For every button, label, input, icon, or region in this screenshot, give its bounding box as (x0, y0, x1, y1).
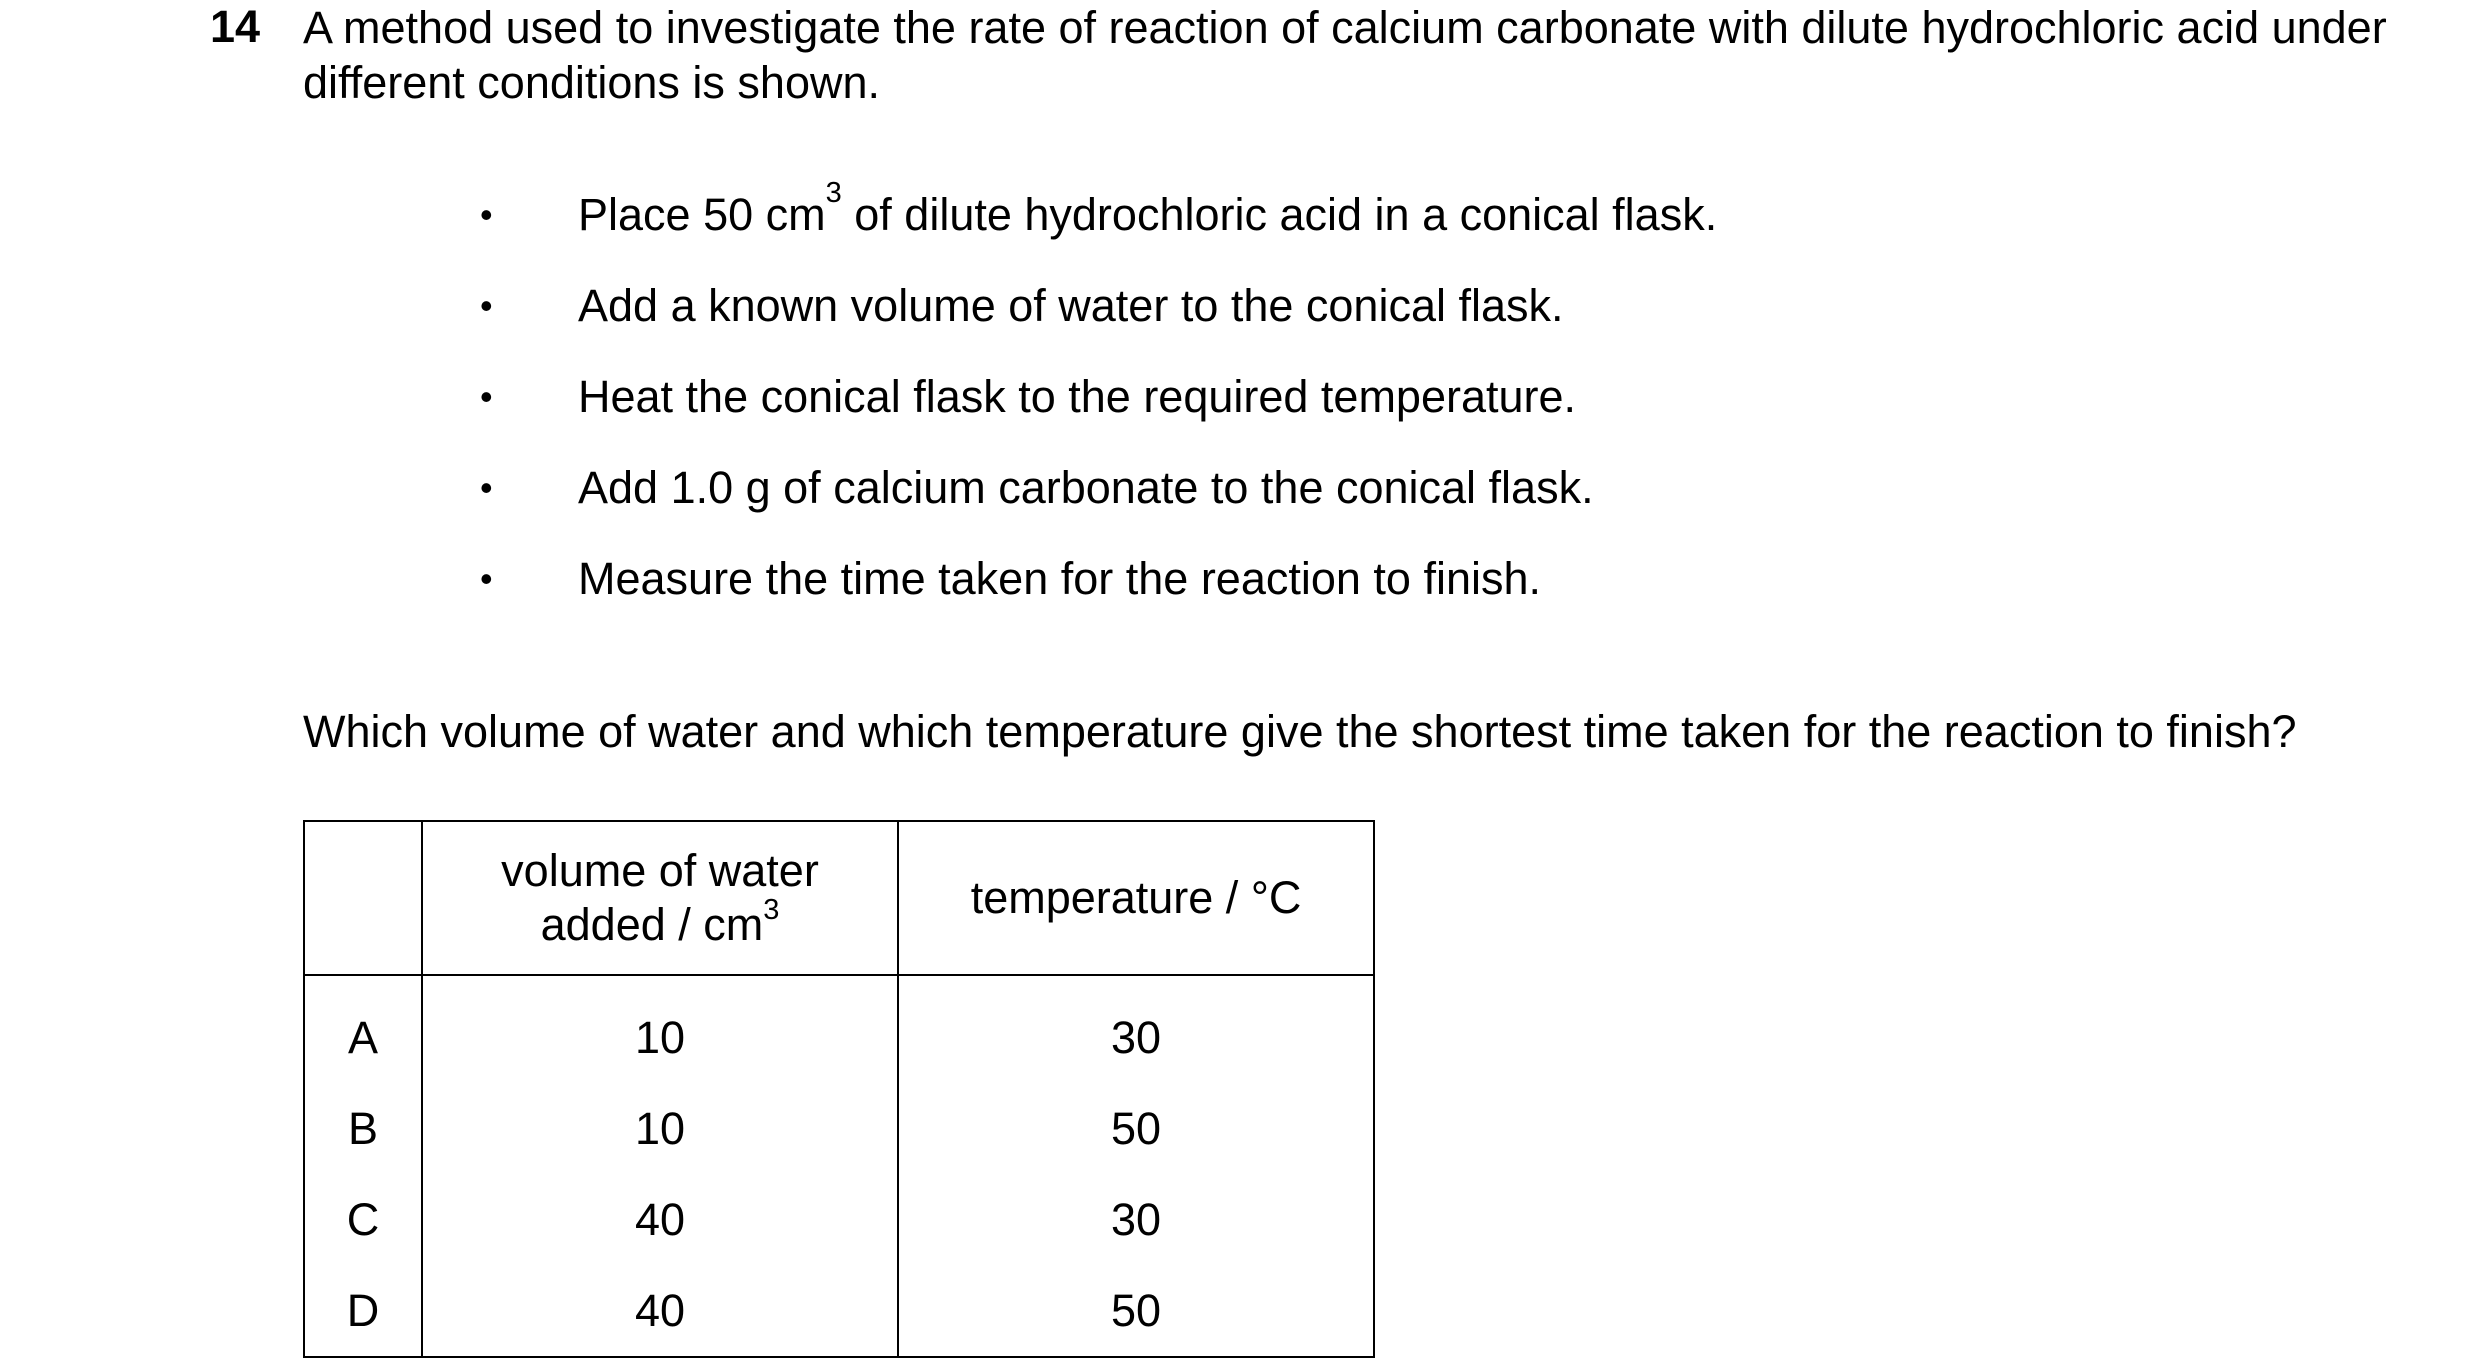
volume-cell: 10 (422, 975, 898, 1083)
table-row (304, 1083, 1374, 1174)
bullet-icon: • (480, 558, 493, 599)
method-step (0, 458, 2000, 518)
option-letter: B (304, 1083, 422, 1174)
option-letter: A (304, 975, 422, 1083)
table-row (304, 975, 1374, 1083)
method-step (0, 367, 2000, 427)
option-letter: D (304, 1265, 422, 1357)
header-temperature: temperature / °C (898, 821, 1374, 975)
header-volume: volume of water added / $cm^3$ (422, 821, 898, 975)
method-step-text: Add a known volume of water to the conical flask. (578, 280, 1564, 331)
volume-cell: 40 (422, 1174, 898, 1265)
method-step-text: Place 50 $cm^3$ of dilute hydrochloric acid in a conical flask. (578, 177, 1718, 240)
table-row (304, 1265, 1374, 1357)
temperature-cell: 50 (898, 1083, 1374, 1174)
bullet-icon: • (480, 194, 493, 235)
option-letter: C (304, 1174, 422, 1265)
volume-cell: 10 (422, 1083, 898, 1174)
table-header-row (304, 821, 1374, 975)
bullet-icon: • (480, 285, 493, 326)
header-blank-cell (304, 821, 422, 975)
method-step (0, 177, 2000, 245)
table-row (304, 1174, 1374, 1265)
volume-cell: 40 (422, 1265, 898, 1357)
question-intro: A method used to investigate the rate of reaction of calcium carbonate with dilute hydrochloric acid under different conditions is shown. (303, 2, 2387, 108)
answer-options-table (303, 820, 1375, 1358)
method-step (0, 276, 2000, 336)
method-step-text: Add 1.0 g of calcium carbonate to the conical flask. (578, 462, 1594, 513)
temperature-cell: 30 (898, 1174, 1374, 1265)
bullet-icon: • (480, 467, 493, 508)
method-step-text: Measure the time taken for the reaction to finish. (578, 553, 1541, 604)
question-prompt: Which volume of water and which temperature give the shortest time taken for the reaction to finish? (303, 706, 2297, 757)
method-step-text: Heat the conical flask to the required temperature. (578, 371, 1577, 422)
method-step (0, 549, 2000, 609)
temperature-cell: 30 (898, 975, 1374, 1083)
temperature-cell: 50 (898, 1265, 1374, 1357)
bullet-icon: • (480, 376, 493, 417)
question-number: 14 (210, 1, 261, 52)
